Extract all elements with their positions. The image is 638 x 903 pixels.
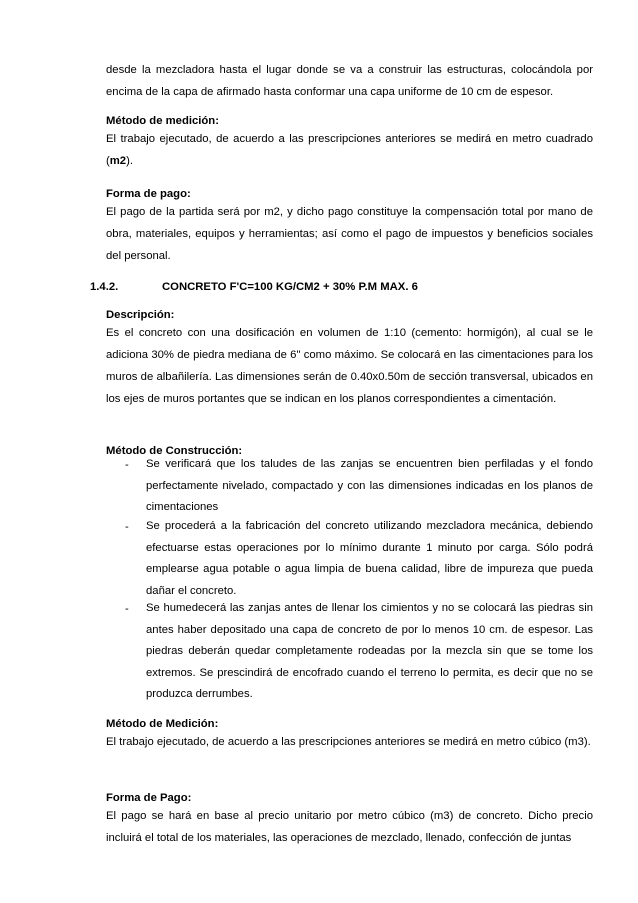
medicion-2-text: El trabajo ejecutado, de acuerdo a las prescripciones anteriores se medirá en metro cúbico (m3). [106,736,591,748]
medicion-2-heading: Método de Medición: [106,718,219,730]
construccion-item-text: Se verificará que los taludes de las zanjas se encuentren bien perfiladas y el fondo perfectamente nivelado, compactado y con las dimensiones indicadas en los planos de cimentaciones [146,458,593,513]
intro-text: desde la mezcladora hasta el lugar donde se va a construir las estructuras, colocándola por encima de la capa de afirmado hasta conformar una capa uniforme de 10 cm de espesor. [106,64,593,98]
medicion-1-section [106,110,593,172]
descripcion-text: Es el concreto con una dosificación en volumen de 1:10 (cemento: hormigón), al cual se le adiciona 30% de piedra mediana de 6" como máximo. Se colocará en las cimentaciones para los muros de albañilería. Las dimensiones serán de 0.40x0.50m de sección transversal, ubicados en los ejes de muros portantes que se indican en los planos correspondientes a cimentación. [106,327,593,405]
section-number: 1.4.2. [90,281,119,293]
medicion-1-heading: Método de medición: [106,115,219,127]
construccion-item-text: Se procederá a la fabricación del concreto utilizando mezcladora mecánica, debiendo efectuarse estas operaciones por lo mínimo durante 1 minuto por carga. Sólo podrá emplearse agua potable o agua limpia de buena calidad, libre de impureza que pueda dañar el concreto. [146,520,593,597]
pago-2-heading: Forma de Pago: [106,792,192,804]
bullet-dash: - [125,603,129,615]
medicion-2-section [106,713,593,753]
bullet-dash: - [125,459,129,471]
medicion-1-text [106,128,593,172]
pago-1-text: El pago de la partida será por m2, y dicho pago constituye la compensación total por mano de obra, materiales, equipos y herramientas; así como el pago de impuestos y beneficios sociales del personal. [106,206,593,262]
medicion-1-unit: m2 [109,155,127,167]
medicion-1-text-after: ). [126,155,133,167]
pago-1-section [106,183,593,267]
section-title: CONCRETO F'C=100 KG/CM2 + 30% P.M MAX. 6 [162,281,418,293]
pago-1-heading: Forma de pago: [106,188,191,200]
intro-paragraph [106,59,593,103]
pago-2-text: El pago se hará en base al precio unitario por metro cúbico (m3) de concreto. Dicho precio incluirá el total de los materiales, las operaciones de mezclado, llenado, confección de juntas [106,810,593,844]
construccion-item-text: Se humedecerá las zanjas antes de llenar los cimientos y no se colocará las piedras sin antes haber depositado una capa de concreto de por lo menos 10 cm. de espesor. Las piedras deberán quedar completamente rodeadas por la mezcla sin que se tome los extremos. Se prescindirá de encofrado cuando el terreno lo permita, es decir que no se produzca derrumbes. [146,602,593,700]
construccion-heading: Método de Construcción: [106,445,243,457]
descripcion-section [106,304,593,410]
pago-2-section [106,787,593,849]
bullet-dash: - [125,521,129,533]
descripcion-heading: Descripción: [106,309,175,321]
medicion-1-text-before: El trabajo ejecutado, de acuerdo a las prescripciones anteriores se medirá en metro cuadrado ( [106,133,593,167]
